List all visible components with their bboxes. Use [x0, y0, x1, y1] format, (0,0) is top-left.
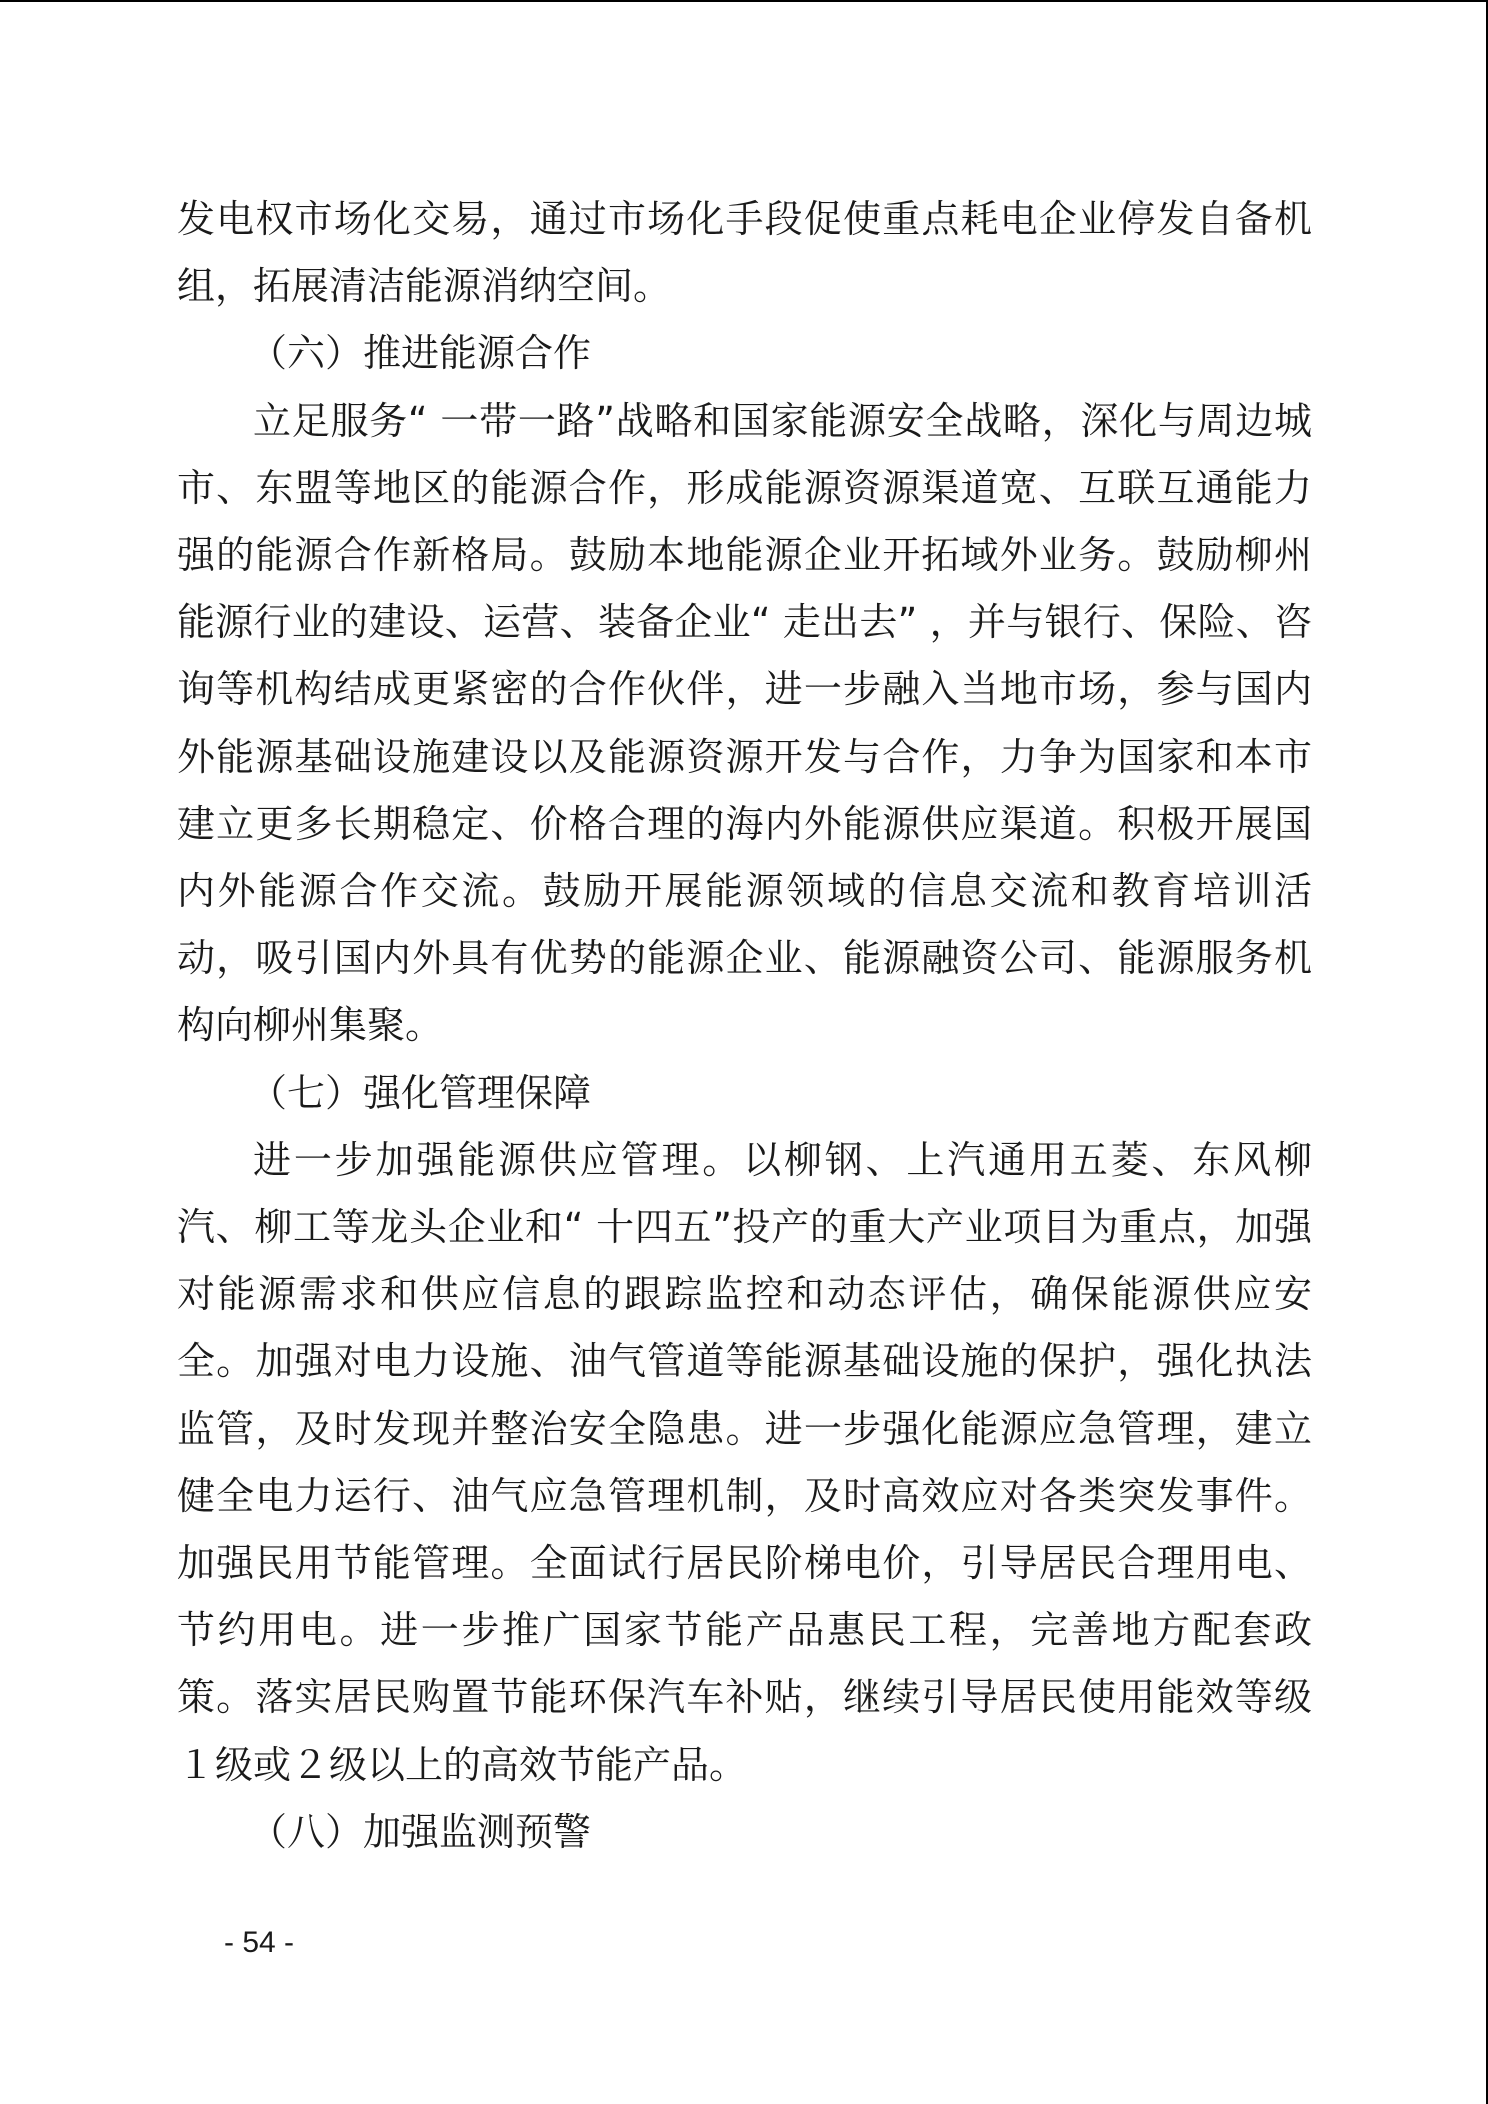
top-border-line: [0, 0, 1488, 2]
page-number: - 54 -: [224, 1926, 295, 1959]
section-heading-8: （八）加强监测预警: [249, 1809, 592, 1854]
paragraph-energy-cooperation: 立足服务“ 一带一路”战略和国家能源安全战略，深化与周边城市、东盟等地区的能源合作，形成能源资源渠道宽、互联互通能力强的能源合作新格局。鼓励本地能源企业开拓域外业务。鼓励柳州能源行业的建设、运营、装备企业“ 走出去” ，并与银行、保险、咨询等机构结成更紧密的合作伙伴，进一步融入当地市场，参与国内外能源基础设施建设以及能源资源开发与合作，力争为国家和本市建立更多长期稳定、价格合理的海内外能源供应渠道。积极开展国内外能源合作交流。鼓励开展能源领域的信息交流和教育培训活动，吸引国内外具有优势的能源企业、能源融资公司、能源服务机构向柳州集聚。: [177, 398, 1312, 1048]
paragraph-management-guarantee: 进一步加强能源供应管理。以柳钢、上汽通用五菱、东风柳汽、柳工等龙头企业和“ 十四五”投产的重大产业项目为重点，加强对能源需求和供应信息的跟踪监控和动态评估，确保能源供应安全。加强对电力设施、油气管道等能源基础设施的保护，强化执法监管，及时发现并整治安全隐患。进一步强化能源应急管理，建立健全电力运行、油气应急管理机制，及时高效应对各类突发事件。加强民用节能管理。全面试行居民阶梯电价，引导居民合理用电、节约用电。进一步推广国家节能产品惠民工程，完善地方配套政策。落实居民购置节能环保汽车补贴，继续引导居民使用能效等级１级或２级以上的高效节能产品。: [177, 1137, 1312, 1787]
document-body: [177, 186, 1312, 1866]
section-heading-6: （六）推进能源合作: [249, 331, 592, 376]
paragraph-continuation: 发电权市场化交易，通过市场化手段促使重点耗电企业停发自备机组，拓展清洁能源消纳空间。: [177, 197, 1312, 309]
section-heading-7: （七）强化管理保障: [249, 1070, 592, 1115]
